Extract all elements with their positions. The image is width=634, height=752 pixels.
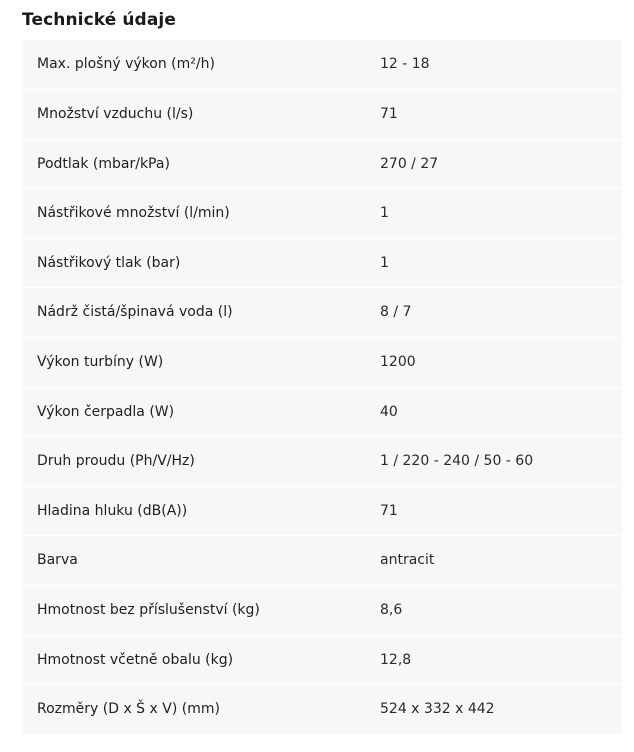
spec-row xyxy=(22,288,622,338)
spec-value: 40 xyxy=(380,403,398,420)
spec-value: 270 / 27 xyxy=(380,155,439,172)
spec-value: 71 xyxy=(380,105,398,122)
spec-value: 8,6 xyxy=(380,601,403,618)
spec-row xyxy=(22,635,622,685)
spec-row xyxy=(22,238,622,288)
spec-row xyxy=(22,536,622,586)
spec-value: 12,8 xyxy=(380,651,412,668)
spec-row xyxy=(22,40,622,90)
spec-row xyxy=(22,189,622,239)
spec-row xyxy=(22,90,622,140)
spec-label: Druh proudu (Ph/V/Hz) xyxy=(37,453,195,470)
spec-label: Nádrž čistá/špinavá voda (l) xyxy=(37,304,233,321)
spec-value: 8 / 7 xyxy=(380,304,412,321)
spec-row xyxy=(22,139,622,189)
spec-label: Výkon čerpadla (W) xyxy=(37,403,175,420)
spec-label: Max. plošný výkon (m²/h) xyxy=(37,56,215,73)
spec-value: antracit xyxy=(380,552,435,569)
spec-row xyxy=(22,586,622,636)
section-title: Technické údaje xyxy=(22,10,176,30)
spec-row xyxy=(22,387,622,437)
spec-value: 12 - 18 xyxy=(380,56,430,73)
spec-label: Nástřikový tlak (bar) xyxy=(37,254,181,271)
specs-table xyxy=(22,40,622,734)
spec-value: 524 x 332 x 442 xyxy=(380,701,495,718)
spec-label: Nástřikové množství (l/min) xyxy=(37,205,230,222)
spec-value: 1 xyxy=(380,205,389,222)
spec-label: Hmotnost včetně obalu (kg) xyxy=(37,651,234,668)
spec-label: Barva xyxy=(37,552,78,569)
spec-value: 71 xyxy=(380,502,398,519)
spec-label: Rozměry (D x Š x V) (mm) xyxy=(37,701,220,718)
spec-row xyxy=(22,685,622,735)
spec-label: Výkon turbíny (W) xyxy=(37,353,164,370)
spec-label: Hmotnost bez příslušenství (kg) xyxy=(37,601,260,618)
spec-label: Hladina hluku (dB(A)) xyxy=(37,502,188,519)
spec-value: 1200 xyxy=(380,353,416,370)
spec-row xyxy=(22,338,622,388)
spec-label: Podtlak (mbar/kPa) xyxy=(37,155,170,172)
spec-value: 1 / 220 - 240 / 50 - 60 xyxy=(380,453,534,470)
spec-value: 1 xyxy=(380,254,389,271)
spec-label: Množství vzduchu (l/s) xyxy=(37,105,194,122)
spec-row xyxy=(22,486,622,536)
spec-row xyxy=(22,437,622,487)
